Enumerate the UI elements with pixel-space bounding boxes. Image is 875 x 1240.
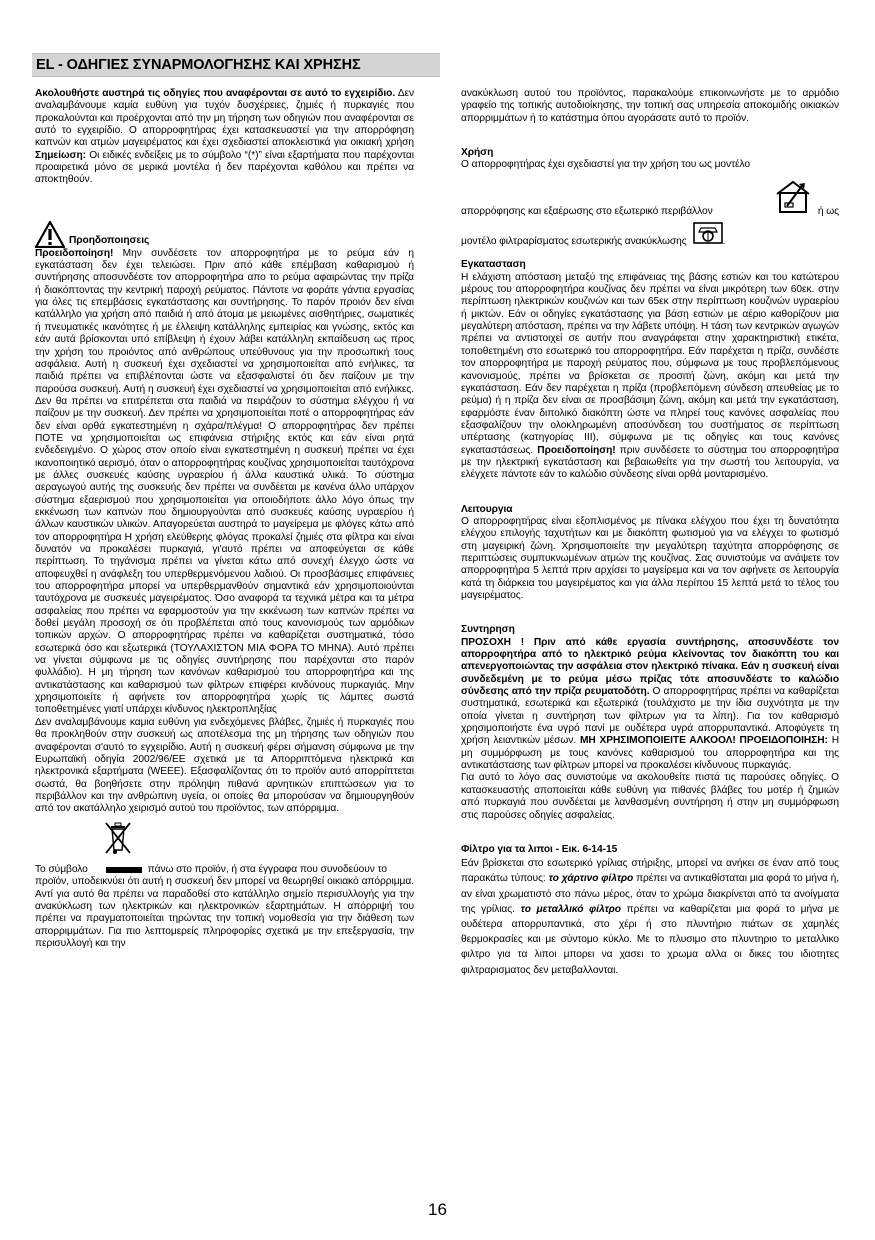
intro-paragraph: Ακολουθήστε αυστηρά τις οδηγίες που αναφέρονται σε αυτό το εγχειρίδιο. Δεν αναλαμβάνουμε καμία ευθύνη για τυχόν δυσχέρειες, ζημιές ή πυρκαγιές που προκαλούνται και προέρχονται από την μη τήρηση των οδηγιών που αναφέρονται σε αυτό το εγχειρίδιο. Ο απορροφητήρας έχει κατασκευαστεί για την απορρόφηση καπνών και ατμών μαγειρέματος και έχει σχεδιαστεί αποκλειστικά για οικιακή χρήση Σημείωση: Οι ειδικές ενδείξεις με το σύμβολο “(*)” είναι εξαρτήματα που παρέχονται προαιρετικά μόνο σε μερικά μοντέλα ή δεν παρέχονται καθόλου και πρέπει να αποκτηθούν. — [35, 88, 414, 186]
operation-title: Λειτουργια — [461, 503, 513, 515]
symbol-paragraph: προϊόν, υποδεικνύει ότι αυτή η συσκευή δεν μπορεί να θεωρηθεί οικιακό απόρριμμα. Αντί για αυτό θα πρέπει να παραδοθεί στο κατάλληλο σημείο περισυλλογής για την ανακύκλωση των ηλεκτρικών και ηλεκτρονικών εξαρτημάτων. Η απόρριψή του πρέπει να πραγματοποιείται τηρώντας την τοπική νομοθεσία για την διάθεση των απορριμμάτων. Για πιο λεπτομερείς πληροφορίες σχετικά με την επεξεργασία, την περισυλλογή και την — [35, 876, 414, 949]
warnings-heading: Προηδοποιησεις — [69, 235, 150, 247]
usage-line-1: Ο απορροφητήρας έχει σχεδιαστεί για την χρήση του ως μοντέλο — [461, 159, 751, 171]
filter-title: Φίλτρο για τα λιποι - Εικ. 6-14-15 — [461, 843, 618, 855]
maintenance-paragraph-2: Για αυτό το λόγο σας συνιστούμε να ακολουθείτε πιστά τις παρούσες οδηγίες. Ο κατασκευαστής αποποιείται κάθε ευθύνη για πιθανές βλάβες του μοτέρ ή ζημιών από πυρκαγιά που συνδέεται με λανθασμένη συντήρηση ή στην μη συμμόρφωση στις παρούσες οδηγίες ασφαλείας. — [461, 772, 839, 821]
right-column — [461, 88, 839, 978]
weee-bar-icon — [106, 867, 142, 873]
page-title: EL - ΟΔΗΓΙΕΣ ΣΥΝΑΡΜΟΛΟΓΗΣΗΣ ΚΑΙ ΧΡΗΣΗΣ — [36, 57, 361, 73]
maintenance-paragraph: ΠΡΟΣΟΧΗ ! Πριν από κάθε εργασία συντήρησης, αποσυνδέστε τον απορροφητήρα από το ηλεκτρικό ρεύμα κλείνοντας τον διακόπτη του και απενεργοποιώντας την ασφάλεια στον ηλεκτρικό πίνακα. Εάν η συσκευή είναι συνδεδεμένη με το ρεύμα μέσω πρίζας τότε αποσυνδέστε το καλώδιο σύνδεσης από την πρίζα ρευματοδότη. Ο απορροφητήρας πρέπει να καθαρίζεται συστηματικά, εσωτερικά και εξωτερικά (τουλάχιστο με την ίδια συχνότητα με την οποία γίνεται η συντήρηση των φίλτρων για τα λίπη). Για τον καθαρισμό χρησιμοποιήστε ένα υγρό πανί με ουδέτερα υγρά απορρυπαντικά. Αποφύγετε τη χρήση λειαντικών μέσων. ΜΗ ΧΡΗΣΙΜΟΠΟΙΕΙΤΕ ΑΛΚΟΟΛ! ΠΡΟΕΙΔΟΠΟΙΗΣΗ: Η μη συμμόρφωση με τους κανόνες καθαρισμού του απορροφητήρα και της αντικατάστασης των φίλτρων μπορεί να προκαλέσει κίνδυνους πυρκαγιάς. — [461, 636, 839, 772]
recycling-continuation: ανακύκλωση αυτού του προϊόντος, παρακαλούμε επικοινωνήστε με το αρμόδιο γραφείο της τοπικής αυτοδιοίκησης, την τοπική σας υπηρεσία αποκομιδής οικιακών απορριμμάτων ή το κατάστημα όπου αγοράσατε αυτό το προϊόν. — [461, 88, 839, 124]
operation-paragraph: Ο απορροφητήρας είναι εξοπλισμένος με πίνακα ελέγχου που έχει τη δυνατότητα ελέγχου επιλογής ταχυτήτων και με διακόπτη φωτισμού για να ελέγχει το φωτισμό στη μαγειρική ζώνη. Χρησιμοποιείτε την μεγαλύτερη ταχύτητα απορρόφησης σε περιπτώσεις συμπυκνωμένων ατμών της κουζίνας. Σας συνιστούμε να ανάψετε τον απορροφητήρα 5 λεπτά πριν αρχίσει το μαγείρεμα και να τον αφήνετε σε λειτουργία κατά τη διάρκεια του μαγειρέματος και για άλλα περίπου 15 λεπτά μετά το τέλος του μαγειρέματος. — [461, 515, 839, 601]
usage-line-3: μοντέλο φιλτραρίσματος εσωτερικής ανακύκλωσης . — [461, 222, 839, 248]
warning-triangle-icon — [35, 221, 65, 248]
intro-bold: Ακολουθήστε αυστηρά τις οδηγίες που αναφέρονται σε αυτό το εγχειρίδιο. — [35, 88, 396, 99]
install-paragraph: Η ελάχιστη απόσταση μεταξύ της επιφάνειας της βάσης εστιών και του κατώτερου μέρους του απορροφητήρα κουζίνας δεν πρέπει να είναι μικρότερη των 60εκ. στην περίπτωση ηλεκτρικών κουζινών και των 65εκ στην περίπτωση κουζινών υγραερίου ή μικτών. Εάν οι οδηγίες εγκατάστασης για βάση εστιών με αέριο καθορίζουν μια μεγαλύτερη απόσταση, πρέπει να την λάβετε υπόψη. Η τάση των κεντρικών αγωγών πρέπει να αντιστοιχεί σε αυτήν που αναγράφεται στην χαρακτηριστική ετικέτα, τοποθετημένη στο εσωτερικό του απορροφητήρα. Εάν παρέχεται η πρίζα, συνδέστε τον απορροφητήρα με παροχή ρεύματος που, σύμφωνα με τους προβλεπόμενους κανονισμούς, πρέπει να βρίσκεται σε προσιτή ζώνη, ακόμη και μετά την εγκατάσταση. Εάν δεν παρέχεται η πρίζα (προβλεπόμενη σύνδεση απευθείας με το ρεύμα) ή η πρίζα δεν είναι σε προσβάσιμη ζώνη, ακόμη και μετά την εγκατάσταση, εφαρμόστε έναν διπολικό διακόπτη ώστε να πληρεί τους κανόνες ασφαλείας που εξασφαλίζουν την ολοκληρωμένη αποσύνδεση του συστήματος σε περίπτωση υπέρτασης (κατηγορίας ΙΙΙ), σύμφωνα με τις οδηγίες και τους κανόνες εγκαταστάσεως. Προειδοποίηση! πριν συνδέσετε το σύστημα του απορροφητήρα με την ηλεκτρική εγκατάσταση και βεβαιωθείτε για την σωστή του λειτουργία, να ελέγχετε πάντοτε εάν το καλώδιο σύνδεσης είναι ορθά μονταρισμένο. — [461, 271, 839, 481]
exhaust-mode-icon — [774, 180, 812, 218]
warnings-paragraph: Προειδοποίηση! Μην συνδέσετε τον απορροφητήρα με το ρεύμα εάν η εγκατάσταση δεν έχει τελειώσει. Πριν από κάθε επέμβαση καθαρισμού ή συντήρησης αποσυνδέστε τον απορροφητήρα απο το ρεύμα αφαιρώντας την πρίζα ή διακόπτοντας την κεντρική παροχή ρεύματος. Πάντοτε να φοράτε γάντια εργασίας για όλες τις επεμβάσεις εγκατάστασης και συντήρησης. Το παρόν προιόν δεν είναι κατάλληλο για χρήση από παιδιά ή από άτομα με μειωμένες αισθητήριες, σωματικές ή πνευματικές ικανότητες ή με έλλειψη κατάλληλης εμπειρίας και γνώσης, εκτός και εάν αυτά βρίσκονται υπό επίβλεψη ή έχουν λάβει κατάλληλη εκπαίδευση ως προς την χρήση του προιόντος από ανθρώπους υπεύθυνους για την προσωπική τους ασφάλεια. Αυτή η συσκευή έχει σχεδιαστεί να χρησιμοποιείται από ενήλικες, τα παιδιά πρέπει να επιβλέπονται ώστε να εξασφαλιστεί ότι δεν παίζουν με την παρούσα συσκευή. Αυτή η συσκευή έχει σχεδιαστεί να χρησιμοποιείται από ενήλικες. Δεν θα πρέπει να επιτρέπεται στα παιδιά να πειράζουν το σύστημα ελέγχου ή να παίζουν με την συσκευή. Δεν πρέπει να χρησιμοποιείται ποτέ ο απορροφητήρας εάν δεν είναι ορθά εγκατεστημένη η σχάρα/πλέγμα! Ο απορροφητήρας δεν πρέπει ΠΟΤΕ να χρησιμοποιείται ως επιφάνεια στήριξης εκτός και εάν είναι ρητά ενδεδειγμένο. Ο χώρος στον οποίο είναι εγκατεστημένη η συσκευή πρέπει να έχει ικανοποιητικό αερισμό, όταν ο απορροφητήρας κουζίνας χρησιμοποιείται ταυτόχρονα με άλλες συσκευές καύσης υγραερίου ή άλλα καυστικά υλικά. Το σύστημα αεραγωγού αυτής της συσκευής δεν πρέπει να συνδέεται με κανένα άλλο υπάρχον σύστημα εξαερισμού που χρησιμοποιείται για οποιοδήποτε άλλο λόγο όπως την εκκένωση των καπνών που δημιουργούνται από συσκευές καύσης υγραερίου ή άλλων καυστικών υλικών. Απαγορεύεται αυστηρά το μαγείρεμα με φλόγες κάτω από τον απορροφητήρα Η χρήση ελεύθερης φλόγας προκαλεί ζημιές στα φίλτρα και είναι δυνατόν να προκαλέσει πυρκαγιά, γι'αυτό πρέπει να αποφεύγεται σε κάθε περίπτωση. Το τηγάνισμα πρέπει να γίνεται κάτω από συνεχή έλεγχο ώστε να αποφευχθεί η ανάφλεξη του υπερθερμενόμενου λαδιού. Οι προσβάσιμες επιφάνειες του απορροφητήρα μπορεί να υπερθερμανθούν σημαντικά εάν χρησιμοποιούνται ταυτόχρονα με συσκευές μαγειρέματος. Όσο αναφορά τα τεχνικά μέτρα και τα μέτρα ασφαλείας που πρέπει να εφαρμοστούν για την εκκένωση των καπνών πρέπει να δοθεί μεγάλη προσοχή σε ότι προβλέπεται από τους κανονισμούς των αρμόδιων τοπικών αρχών. Ο απορροφητήρας πρέπει να καθαρίζεται συστηματικά, τόσο εσωτερικά όσο και εξωτερικά (ΤΟΥΛΑΧΙΣΤΟΝ ΜΙΑ ΦΟΡΑ ΤΟ ΜΗΝΑ). Αυτό πρέπει να γίνεται σύμφωνα με τις οδηγίες συντήρησης που παρέχονται στο παρόν φυλλάδιο). Η μη τήρηση των κανόνων καθαρισμού του απορροφητήρα και της αντικατάστασης και καθαρισμού των φίλτρων επιφέρει κινδύνους πυρκαγιάς. Μην χρησιμοποιείτε ή αφήνετε τον απορροφητήρα χωρίς τις λάμπες σωστά τοποθετημένες γιατί υπάρχει κίνδυνος ηλεκτροπληξίας — [35, 247, 414, 716]
page-header — [32, 53, 440, 77]
filter-paragraph: Εάν βρίσκεται στο εσωτερικό γρίλιας στήριξης, μπορεί να ανήκει σε έναν από τους παρακάτω τύπους: το χάρτινο φίλτρο πρέπει να αντικαθίσταται μια φορά το μήνα ή, αν είναι χρωματιστό στο πάνω μέρος, όταν το χρώμα διακρίνεται από τα ανοίγματα της γρίλιας. το μεταλλικό φίλτρο πρέπει να καθαρίζεται μια φορά το μήνα με ουδέτερα απορρυπαντικά, στο χέρι ή στο πλυντήριο πιάτων σε χαμηλές θερμοκρασίες και με σύντομο κύκλο. Με το πλυσιμο στο πλυντηριο το μεταλλικο φιλτρο για τα λιποι μπορει να χασει το χρωμα αλλα οι δικες του ιδιοτητες φιλτραρισματος δεν μεταβαλλονται. — [461, 858, 840, 976]
maintenance-title: Συντηρηση — [461, 624, 515, 636]
usage-line-2: απορρόφησης και εξαέρωσης στο εξωτερικό περιβάλλον ή ως — [461, 180, 839, 218]
symbol-line: Το σύμβολο πάνω στο προϊόν, ή στα έγγραφα που συνοδεύουν το — [35, 863, 388, 875]
recirculation-mode-icon — [693, 222, 723, 248]
warnings-heading-row — [35, 221, 414, 248]
weee-bin-icon — [103, 820, 414, 860]
liability-paragraph: Δεν αναλαμβάνουμε καμια ευθύνη για ενδεχόμενες βλάβες, ζημιές ή πυρκαγιές που θα προκληθούν στην συσκευή ως αποτέλεσμα της μη τήρησης των οδηγιών που αναφέρονται σ'αυτό το εγχειρίδιο. Αυτή η συσκευή φέρει σήμανση σύμφωνα με την Ευρωπαϊκή οδηγία 2002/96/ΕΕ σχετικά με τα Απορριπτόμενα ηλεκτρικά και ηλεκτρονικά εξαρτήματα (WEEE). Εξασφαλίζοντας ότι το προϊόν αυτό απορρίπτεται σωστά, θα βοηθήσετε στην πρόληψη πιθανά αρνητικών επιπτώσεων για το περιβάλλον και την ανθρώπινη υγεία, οι οποίες θα μπορούσαν να δημιουργηθούν από τον ακατάλληλο χειρισμό αυτού του προϊόντος, των απόρριμμα. — [35, 716, 414, 815]
usage-title: Χρήση — [461, 147, 494, 159]
page-number: 16 — [428, 1200, 447, 1219]
install-title: Εγκατασταση — [461, 259, 526, 271]
left-column — [35, 88, 414, 950]
